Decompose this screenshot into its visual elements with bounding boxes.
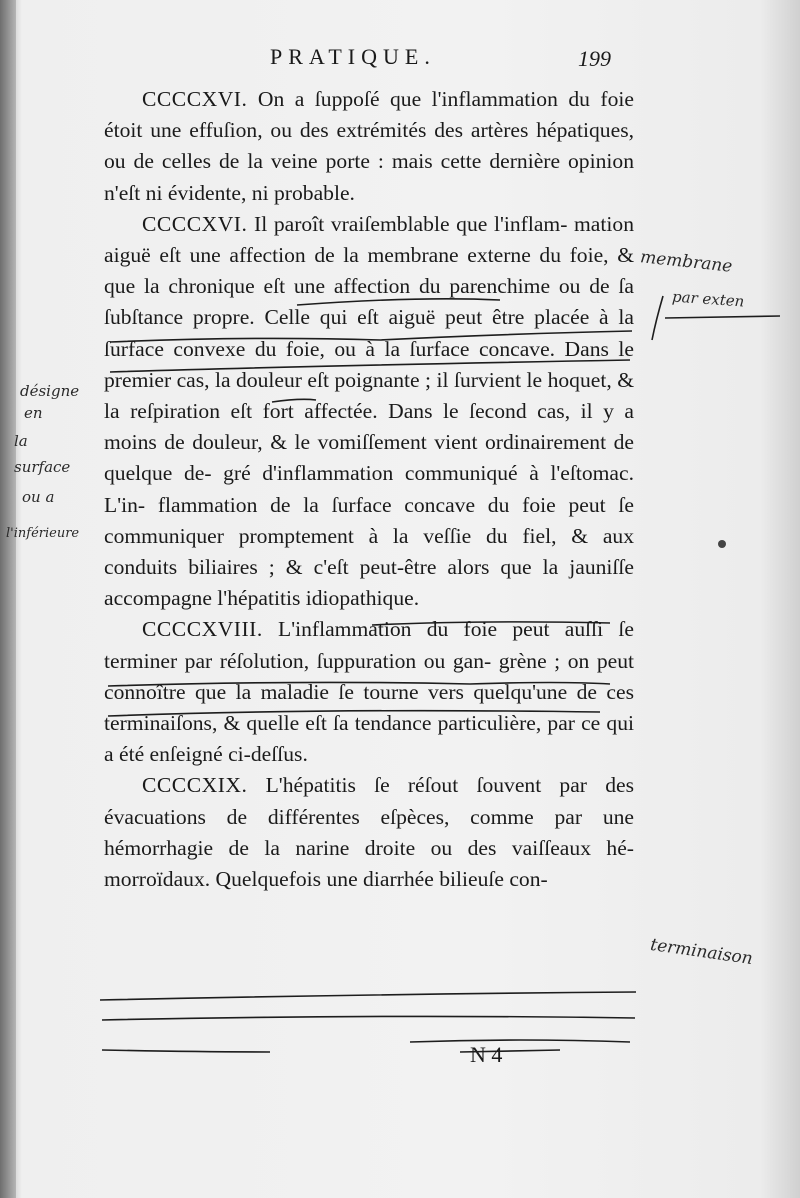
underline: [410, 1040, 630, 1042]
paragraph-text: On a ſuppoſé que l'inflammation du foie étoit une effuſion, ou des extrémités des artères hépatiques, ou de celles de la veine porte : mais cette dernière opinion n'eſt ni évidente, ni probable.: [104, 87, 634, 205]
page-number: 199: [578, 46, 611, 71]
paragraph: [104, 84, 634, 209]
marginal-note: par exten: [671, 287, 745, 311]
underline: [102, 1050, 270, 1052]
paragraph-number: CCCCXVI.: [142, 87, 248, 111]
marginal-note: membrane: [639, 247, 734, 277]
marginal-note: terminaison: [649, 934, 754, 970]
marginal-note: la: [14, 432, 28, 450]
signature-mark: N 4: [470, 1042, 503, 1067]
marginal-note: l'inférieure: [6, 526, 80, 541]
paragraph: [104, 209, 634, 615]
ink-blot: [718, 540, 726, 548]
bracket: [652, 296, 663, 340]
paragraph: [104, 770, 634, 895]
underline: [665, 316, 780, 318]
paragraph: [104, 614, 634, 770]
paragraph-number: CCCCXIX.: [142, 773, 248, 798]
page-binding-edge: [0, 0, 16, 1198]
marginal-note: désigne: [20, 382, 80, 400]
paragraph-text: Il paroît vraiſemblable que l'inflam- mation aiguë eſt une affection de la membrane externe du foie, & que la chronique eſt une affection du parenchime ou de ſa ſubſtance propre. Celle qui eſt aiguë peut être placée à la ſurface convexe du foie, ou à la ſurface concave. Dans le premier cas, la douleur eſt poignante ; il ſurvient le hoquet, & la reſpiration eſt fort affectée. Dans le ſecond cas, il y a moins de douleur, & le vomiſſement vient ordinairement de quelque de- gré d'inflammation communiqué à l'eſtomac. L'in- flammation de la ſurface concave du foie peut ſe communiquer promptement à la veſſie du fiel, & aux conduits biliaires ; & c'eſt peut-être alors que la jauniſſe accompagne l'hépatitis idiopathique.: [104, 211, 634, 611]
underline: [102, 1016, 635, 1020]
paragraph-text: L'inflammation du foie peut auſſi ſe terminer par réſolution, ſuppuration ou gan- grène ; on peut connoître que la maladie ſe tourne vers quelqu'une de ces terminaiſons, & quelle eſt ſa tendance particulière, par ce qui a été enſeigné ci-deſſus.: [104, 617, 634, 767]
paragraph-number: CCCCXVIII.: [142, 617, 263, 642]
marginal-note: ou a: [22, 488, 55, 506]
body-text: [104, 84, 634, 895]
marginal-note: surface: [14, 458, 71, 476]
running-title: PRATIQUE.: [270, 44, 436, 69]
underline: [100, 992, 636, 1000]
marginal-note: en: [24, 404, 43, 422]
paragraph-text: L'hépatitis ſe réſout ſouvent par des évacuations de différentes eſpèces, comme par une hémorrhagie de la narine droite ou des vaiſſeaux hé- morroïdaux. Quelquefois une diarrhée bilieuſe con-: [104, 773, 634, 892]
running-head: [270, 44, 630, 70]
paragraph-number: CCCCXVI.: [142, 211, 248, 236]
